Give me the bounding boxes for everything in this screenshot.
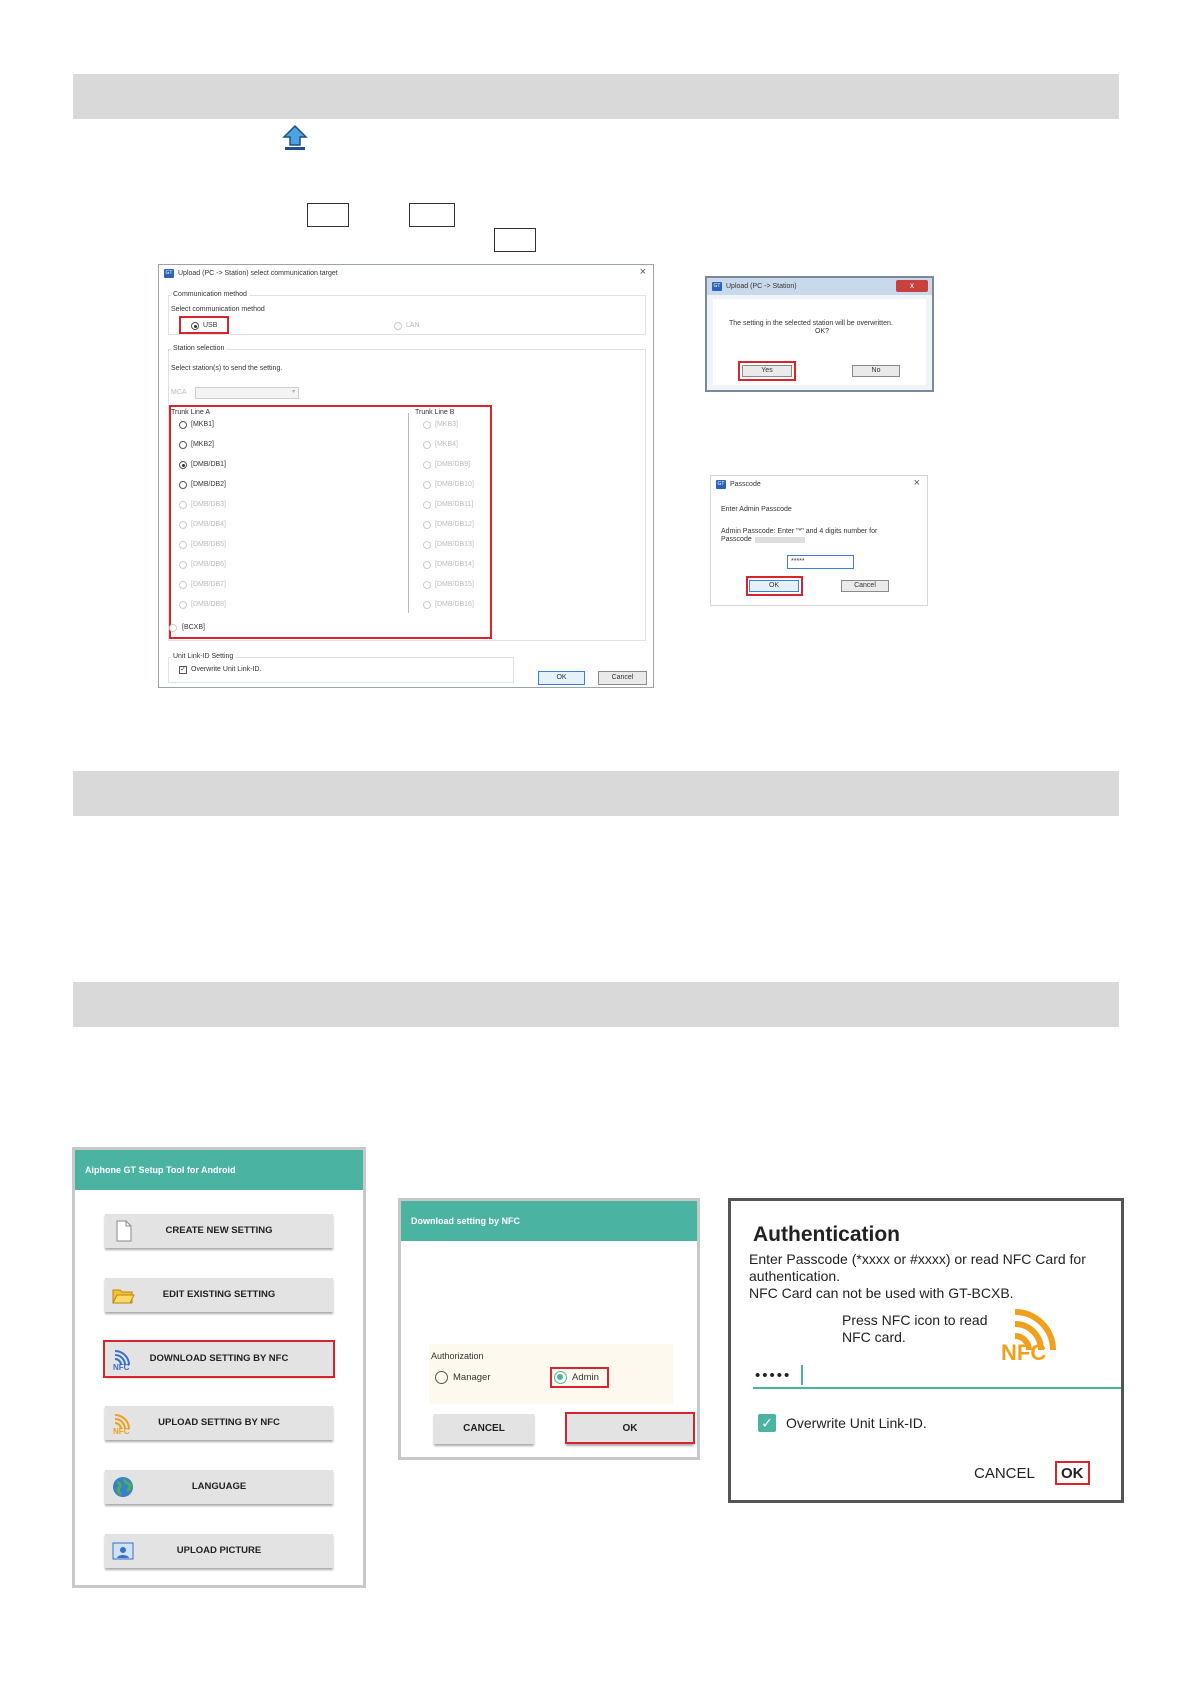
dialog-title: Upload (PC -> Station) select communication target [178, 270, 338, 277]
bcxb-radio[interactable] [169, 624, 177, 632]
station-label: [MKB1] [191, 421, 214, 428]
station-group-label: Station selection [173, 345, 225, 352]
trunk-b-label: Trunk Line B [415, 409, 455, 416]
dialog-title-bar [159, 265, 653, 282]
station-label: [DMB/DB13] [435, 541, 474, 548]
button-label: EDIT EXISTING SETTING [162, 1289, 276, 1300]
admin-highlight [550, 1367, 609, 1388]
station-label: [DMB/DB1] [191, 461, 227, 468]
create-new-setting-button[interactable] [105, 1214, 333, 1248]
key-box-2 [409, 203, 455, 227]
input-underline [753, 1387, 1121, 1389]
button-label: LANGUAGE [191, 1481, 247, 1492]
nfc-text: NFC [1001, 1340, 1047, 1365]
section-header-band-1 [73, 74, 1119, 119]
nfc-upload-icon [111, 1411, 135, 1435]
press-nfc-line-1: Press NFC icon to read [842, 1312, 988, 1328]
station-label: [DMB/DB12] [435, 521, 474, 528]
station-radio[interactable] [423, 561, 431, 569]
station-label: [DMB/DB9] [435, 461, 471, 468]
passcode-heading: Enter Admin Passcode [721, 506, 792, 513]
svg-text:NFC: NFC [113, 1363, 130, 1371]
station-label: [DMB/DB15] [435, 581, 474, 588]
station-radio[interactable] [423, 501, 431, 509]
lan-radio[interactable] [394, 322, 402, 330]
upload-picture-button[interactable] [105, 1534, 333, 1568]
auth-title: Authentication [753, 1223, 900, 1246]
section-header-band-3 [73, 982, 1119, 1027]
dialog-title-bar [711, 476, 927, 493]
station-label: [DMB/DB11] [435, 501, 474, 508]
app-icon: GT [713, 283, 721, 289]
station-radio[interactable] [423, 541, 431, 549]
cancel-button[interactable]: Cancel [598, 671, 647, 685]
station-label: [DMB/DB8] [191, 601, 227, 608]
station-label: [DMB/DB10] [435, 481, 474, 488]
lan-label: LAN [406, 322, 420, 329]
confirm-message-1: The setting in the selected station will be overwritten. [729, 320, 893, 327]
mca-label: MCA [171, 389, 187, 396]
trunk-a-label: Trunk Line A [171, 409, 211, 416]
ok-button[interactable]: OK [538, 671, 585, 685]
close-icon[interactable]: x [896, 280, 928, 292]
button-label: UPLOAD PICTURE [176, 1545, 262, 1556]
section-header-band-2 [73, 771, 1119, 816]
station-label: [MKB2] [191, 441, 214, 448]
cancel-button[interactable]: CANCEL [434, 1414, 534, 1444]
passcode-input[interactable]: ***** [787, 555, 854, 569]
authentication-dialog [728, 1198, 1124, 1503]
overwrite-checkbox[interactable]: ✓ [758, 1414, 776, 1432]
nfc-download-dialog [398, 1198, 700, 1460]
ok-button[interactable]: OK [749, 580, 799, 592]
station-radio[interactable] [179, 461, 187, 469]
communication-group [168, 295, 646, 335]
authorization-label: Authorization [431, 1351, 484, 1361]
text-cursor [801, 1365, 803, 1385]
station-radio[interactable] [423, 481, 431, 489]
passcode-masked-input[interactable]: ••••• [755, 1367, 792, 1384]
station-label: [DMB/DB7] [191, 581, 227, 588]
admin-label: Admin [572, 1372, 599, 1383]
cancel-button[interactable]: Cancel [841, 580, 889, 592]
key-box-1 [307, 203, 349, 227]
station-label: [DMB/DB2] [191, 481, 227, 488]
station-radio[interactable] [423, 521, 431, 529]
select-method-label: Select communication method [171, 306, 265, 313]
station-label: [MKB4] [435, 441, 458, 448]
nfc-icon[interactable] [1001, 1304, 1061, 1364]
ok-highlight [1055, 1461, 1090, 1485]
dialog-title: Upload (PC -> Station) [726, 283, 797, 290]
overwrite-label: Overwrite Unit Link-ID. [786, 1415, 927, 1431]
yes-highlight [738, 361, 796, 381]
station-label: [MKB3] [435, 421, 458, 428]
station-radio[interactable] [179, 541, 187, 549]
station-radio[interactable] [179, 441, 187, 449]
upload-icon [282, 124, 308, 152]
yes-button[interactable]: Yes [742, 365, 792, 377]
dialog-title: Passcode [730, 481, 761, 488]
close-icon[interactable]: × [639, 266, 646, 278]
nfc-download-highlight [103, 1340, 335, 1378]
passcode-dialog [710, 475, 928, 606]
unit-group-label: Unit Link-ID Setting [173, 653, 234, 660]
button-label: DOWNLOAD SETTING BY NFC [149, 1353, 289, 1364]
dialog-title: Download setting by NFC [401, 1201, 697, 1241]
manager-label: Manager [453, 1372, 491, 1383]
confirm-message-2: OK? [815, 328, 830, 335]
station-label: [DMB/DB4] [191, 521, 227, 528]
folder-icon [111, 1283, 135, 1307]
svg-text:NFC: NFC [113, 1427, 130, 1435]
button-label: CREATE NEW SETTING [165, 1225, 273, 1236]
station-radio[interactable] [179, 581, 187, 589]
picture-icon [111, 1539, 135, 1563]
close-icon[interactable]: × [913, 477, 920, 489]
no-button[interactable]: No [852, 365, 900, 377]
confirm-overwrite-dialog [705, 276, 934, 392]
edit-existing-setting-button[interactable] [105, 1278, 333, 1312]
auth-line-1: Enter Passcode (*xxxx or #xxxx) or read NFC Card for [749, 1251, 1086, 1267]
station-radio[interactable] [179, 521, 187, 529]
document-icon [111, 1219, 135, 1243]
auth-line-3: NFC Card can not be used with GT-BCXB. [749, 1285, 1014, 1301]
station-label: [DMB/DB5] [191, 541, 227, 548]
mca-select[interactable]: ▾ [195, 387, 299, 399]
usb-highlight [179, 316, 229, 334]
station-label: [DMB/DB3] [191, 501, 227, 508]
language-button[interactable] [105, 1470, 333, 1504]
overwrite-checkbox[interactable]: ✓ [180, 666, 186, 673]
select-stations-label: Select station(s) to send the setting. [171, 365, 283, 372]
app-icon: GT [165, 270, 173, 276]
redacted-passcode [755, 537, 805, 543]
overwrite-label: Overwrite Unit Link-ID. [191, 666, 262, 673]
station-radio[interactable] [179, 481, 187, 489]
press-nfc-line-2: NFC card. [842, 1329, 906, 1345]
station-label: [DMB/DB14] [435, 561, 474, 568]
app-icon: GT [717, 481, 725, 487]
station-radio[interactable] [179, 421, 187, 429]
button-label: UPLOAD SETTING BY NFC [158, 1417, 280, 1428]
station-radio[interactable] [423, 421, 431, 429]
ok-highlight [746, 576, 803, 596]
ok-button[interactable]: OK [1061, 1465, 1084, 1482]
globe-icon [111, 1475, 135, 1499]
station-radio[interactable] [423, 441, 431, 449]
station-radio[interactable] [423, 601, 431, 609]
trunk-divider [408, 413, 409, 613]
cancel-button[interactable]: CANCEL [974, 1465, 1035, 1482]
station-radio[interactable] [423, 461, 431, 469]
station-radio[interactable] [423, 581, 431, 589]
manager-radio[interactable] [435, 1371, 448, 1384]
passcode-instruction-1: Admin Passcode: Enter "*" and 4 digits number for [721, 528, 878, 535]
key-box-3 [494, 228, 536, 252]
upload-target-dialog [158, 264, 654, 688]
usb-label: USB [203, 322, 218, 329]
station-radio[interactable] [179, 501, 187, 509]
station-label: [DMB/DB6] [191, 561, 227, 568]
android-setup-menu [72, 1147, 366, 1588]
upload-setting-by-nfc-button[interactable] [105, 1406, 333, 1440]
passcode-instruction-2: Passcode [721, 536, 752, 543]
comm-group-label: Communication method [173, 291, 247, 298]
bcxb-label: [BCXB] [182, 624, 205, 631]
auth-line-2: authentication. [749, 1268, 841, 1284]
station-radio[interactable] [179, 601, 187, 609]
ok-highlight [565, 1412, 695, 1444]
app-title: Aiphone GT Setup Tool for Android [75, 1150, 363, 1190]
station-radio[interactable] [179, 561, 187, 569]
station-label: [DMB/DB16] [435, 601, 474, 608]
ok-button[interactable]: OK [566, 1414, 694, 1444]
